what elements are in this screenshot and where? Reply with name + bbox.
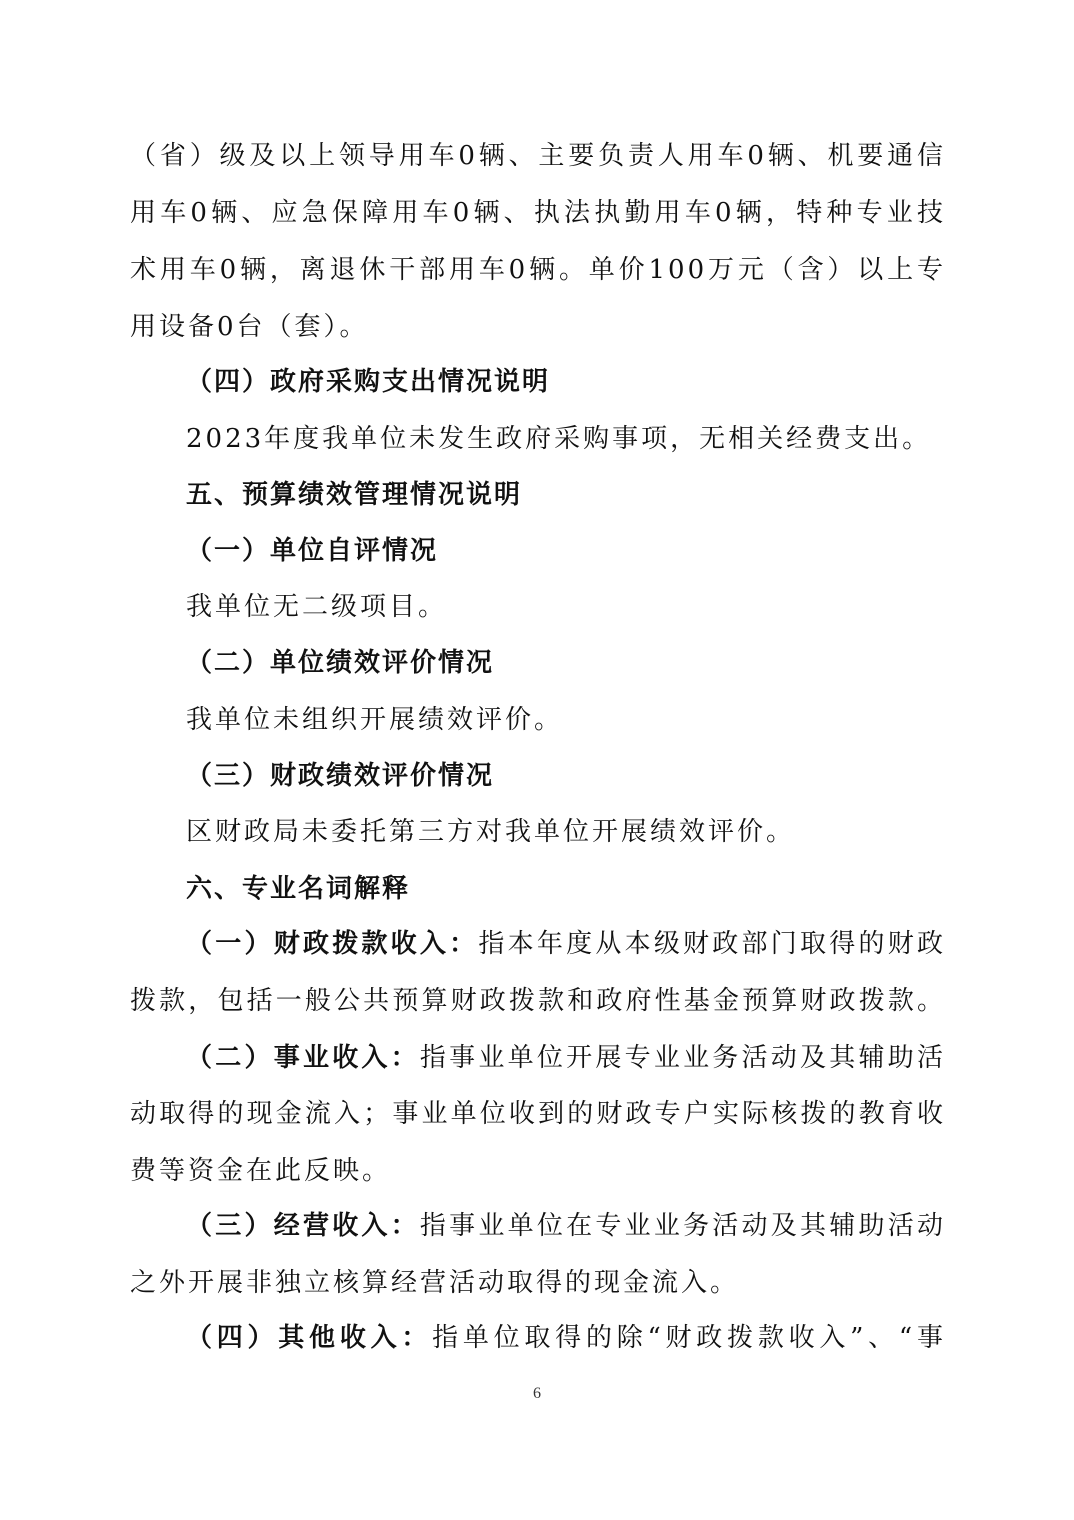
term-definition-line: （二）事业收入：指事业单位开展专业业务活动及其辅助活 (186, 1043, 946, 1073)
term-label: （二）事业收入： (186, 1043, 420, 1073)
body-line: 区财政局未委托第三方对我单位开展绩效评价。 (186, 817, 796, 847)
body-line: 拨款，包括一般公共预算财政拨款和政府性基金预算财政拨款。 (130, 986, 946, 1016)
body-line: 用设备0台（套）。 (130, 312, 369, 342)
section-heading-unit-evaluation: （二）单位绩效评价情况 (186, 648, 495, 678)
section-heading-government-procurement: （四）政府采购支出情况说明 (186, 367, 551, 397)
body-line: 之外开展非独立核算经营活动取得的现金流入。 (130, 1268, 740, 1298)
chapter-heading-performance-management: 五、预算绩效管理情况说明 (186, 480, 523, 510)
term-label: （一）财政拨款收入： (186, 929, 479, 959)
body-line: （省）级及以上领导用车0辆、主要负责人用车0辆、机要通信 (130, 141, 946, 171)
body-line: 2023年度我单位未发生政府采购事项，无相关经费支出。 (186, 424, 932, 454)
term-definition-line: （一）财政拨款收入：指本年度从本级财政部门取得的财政 (186, 929, 946, 959)
body-line: 动取得的现金流入；事业单位收到的财政专户实际核拨的教育收 (130, 1099, 946, 1129)
term-label: （三）经营收入： (186, 1211, 420, 1241)
body-line: 术用车0辆，离退休干部用车0辆。单价100万元（含）以上专 (130, 255, 946, 285)
section-heading-self-evaluation: （一）单位自评情况 (186, 536, 439, 566)
term-label: （四）其他收入： (186, 1323, 433, 1353)
page-number: 6 (533, 1385, 541, 1402)
term-definition-line: （三）经营收入：指事业单位在专业业务活动及其辅助活动 (186, 1211, 946, 1241)
body-line: 我单位无二级项目。 (186, 592, 448, 622)
body-line: 我单位未组织开展绩效评价。 (186, 705, 564, 735)
body-line: 用车0辆、应急保障用车0辆、执法执勤用车0辆，特种专业技 (130, 198, 946, 228)
term-definition-line: （四）其他收入：指单位取得的除“财政拨款收入”、“事 (186, 1323, 946, 1353)
section-heading-finance-evaluation: （三）财政绩效评价情况 (186, 761, 495, 791)
chapter-heading-terminology: 六、专业名词解释 (186, 874, 411, 904)
body-line: 费等资金在此反映。 (130, 1156, 392, 1186)
